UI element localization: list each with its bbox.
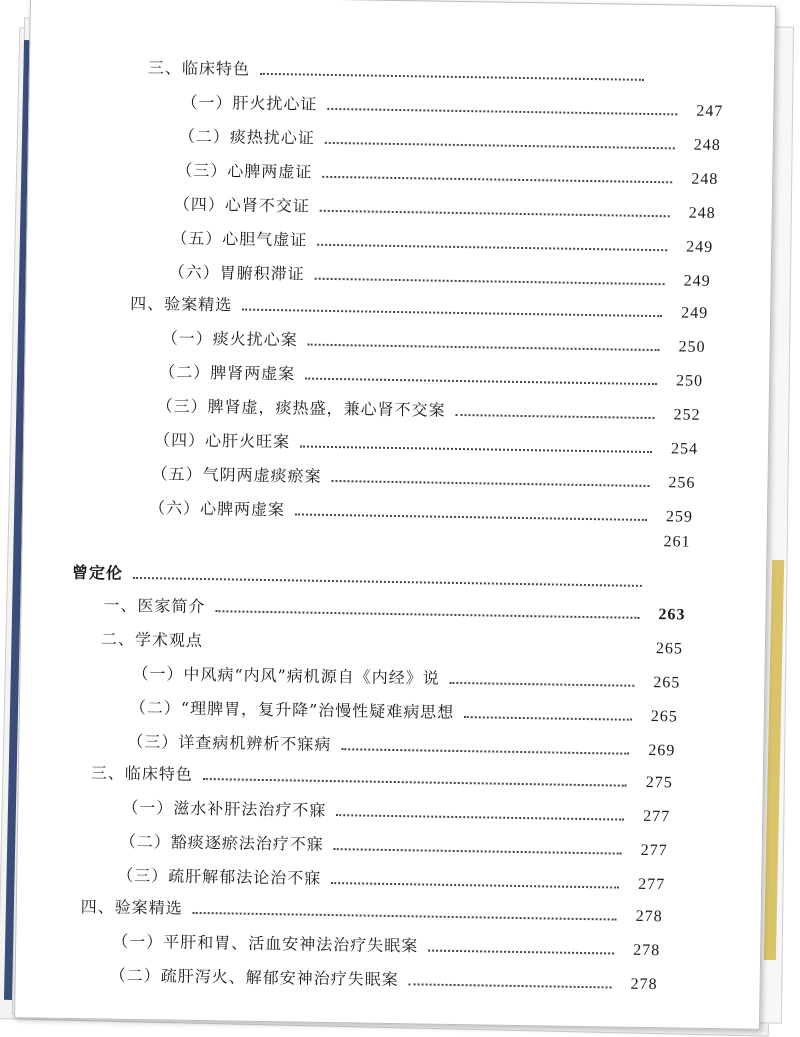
toc-entry[interactable]: （六）胃腑积滞证 249 xyxy=(168,262,711,290)
toc-entry[interactable]: （四）心肝火旺案 254 xyxy=(153,430,699,458)
leader-dots xyxy=(315,278,665,285)
leader-dots xyxy=(133,577,642,587)
leader-dots xyxy=(308,344,660,352)
table-of-contents xyxy=(15,0,775,1029)
toc-entry[interactable]: （一）平肝和胃、活血安神法治疗失眠案 278 xyxy=(112,931,661,960)
leader-dots xyxy=(193,912,617,921)
leader-dots xyxy=(464,716,632,721)
leader-dots xyxy=(428,950,614,955)
leader-dots xyxy=(305,378,657,386)
leader-dots xyxy=(341,748,629,755)
leader-dots xyxy=(203,778,627,787)
leader-dots xyxy=(300,446,652,454)
toc-entry[interactable]: 四、验案精选 278 xyxy=(80,897,663,926)
toc-entry[interactable]: （三）疏肝解郁法论治不寐 277 xyxy=(117,865,666,894)
toc-entry[interactable]: （二）疏肝泻火、解郁安神治疗失眠案 278 xyxy=(109,965,658,994)
leader-dots xyxy=(325,142,675,149)
leader-dots xyxy=(320,210,670,217)
toc-entry[interactable]: （一）中风病“内风”病机源自《内经》说 265 xyxy=(132,663,681,692)
toc-entry[interactable]: （三）详查病机辨析不寐病 269 xyxy=(127,731,676,760)
toc-entry[interactable]: 261 xyxy=(663,533,691,551)
toc-entry[interactable]: （五）气阴两虚痰瘀案 256 xyxy=(151,464,696,492)
leader-dots xyxy=(409,983,612,988)
leader-dots xyxy=(336,814,624,821)
toc-entry[interactable]: 三、临床特色 275 xyxy=(90,763,673,792)
leader-dots xyxy=(334,848,622,855)
leader-dots xyxy=(260,73,644,81)
toc-entry[interactable]: （二）“理脾胃，复升降”治慢性疑难病思想 265 xyxy=(129,697,678,726)
toc-entry[interactable]: （五）心胆气虚证 249 xyxy=(171,228,714,256)
toc-entry[interactable]: （二）痰热扰心证 248 xyxy=(178,126,721,155)
toc-author-heading[interactable]: 曾定伦 xyxy=(72,560,688,593)
leader-dots xyxy=(331,480,649,487)
leader-dots xyxy=(295,513,647,521)
leader-dots xyxy=(242,309,662,318)
toc-entry[interactable]: 三、临床特色 xyxy=(148,55,690,87)
toc-entry[interactable]: （三）脾肾虚，痰热盛，兼心肾不交案 252 xyxy=(156,396,701,424)
toc-entry[interactable]: （二）豁痰逐瘀法治疗不寐 277 xyxy=(119,831,668,860)
leader-dots xyxy=(327,108,677,115)
leader-dots xyxy=(322,176,672,183)
toc-entry[interactable]: 二、学术观点 265 xyxy=(100,629,684,658)
toc-entry[interactable]: （一）痰火扰心案 250 xyxy=(161,328,706,356)
toc-entry[interactable]: （六）心脾两虚案 259 xyxy=(148,498,694,526)
toc-entry[interactable]: （二）脾肾两虚案 250 xyxy=(159,362,704,390)
toc-page xyxy=(14,0,776,1030)
leader-dots xyxy=(215,610,639,619)
toc-entry[interactable]: （一）肝火扰心证 247 xyxy=(181,92,724,121)
leader-dots xyxy=(456,414,655,419)
toc-entry[interactable]: 四、验案精选 249 xyxy=(130,293,709,322)
leader-dots xyxy=(317,244,667,251)
leader-dots xyxy=(331,882,619,889)
toc-entry[interactable]: （三）心脾两虚证 248 xyxy=(176,160,719,189)
leader-dots xyxy=(450,682,635,687)
toc-entry[interactable]: （四）心肾不交证 248 xyxy=(173,194,716,222)
toc-entry[interactable]: （一）滋水补肝法治疗不寐 277 xyxy=(122,797,671,826)
toc-entry[interactable]: 一、医家简介 263 xyxy=(103,595,686,624)
